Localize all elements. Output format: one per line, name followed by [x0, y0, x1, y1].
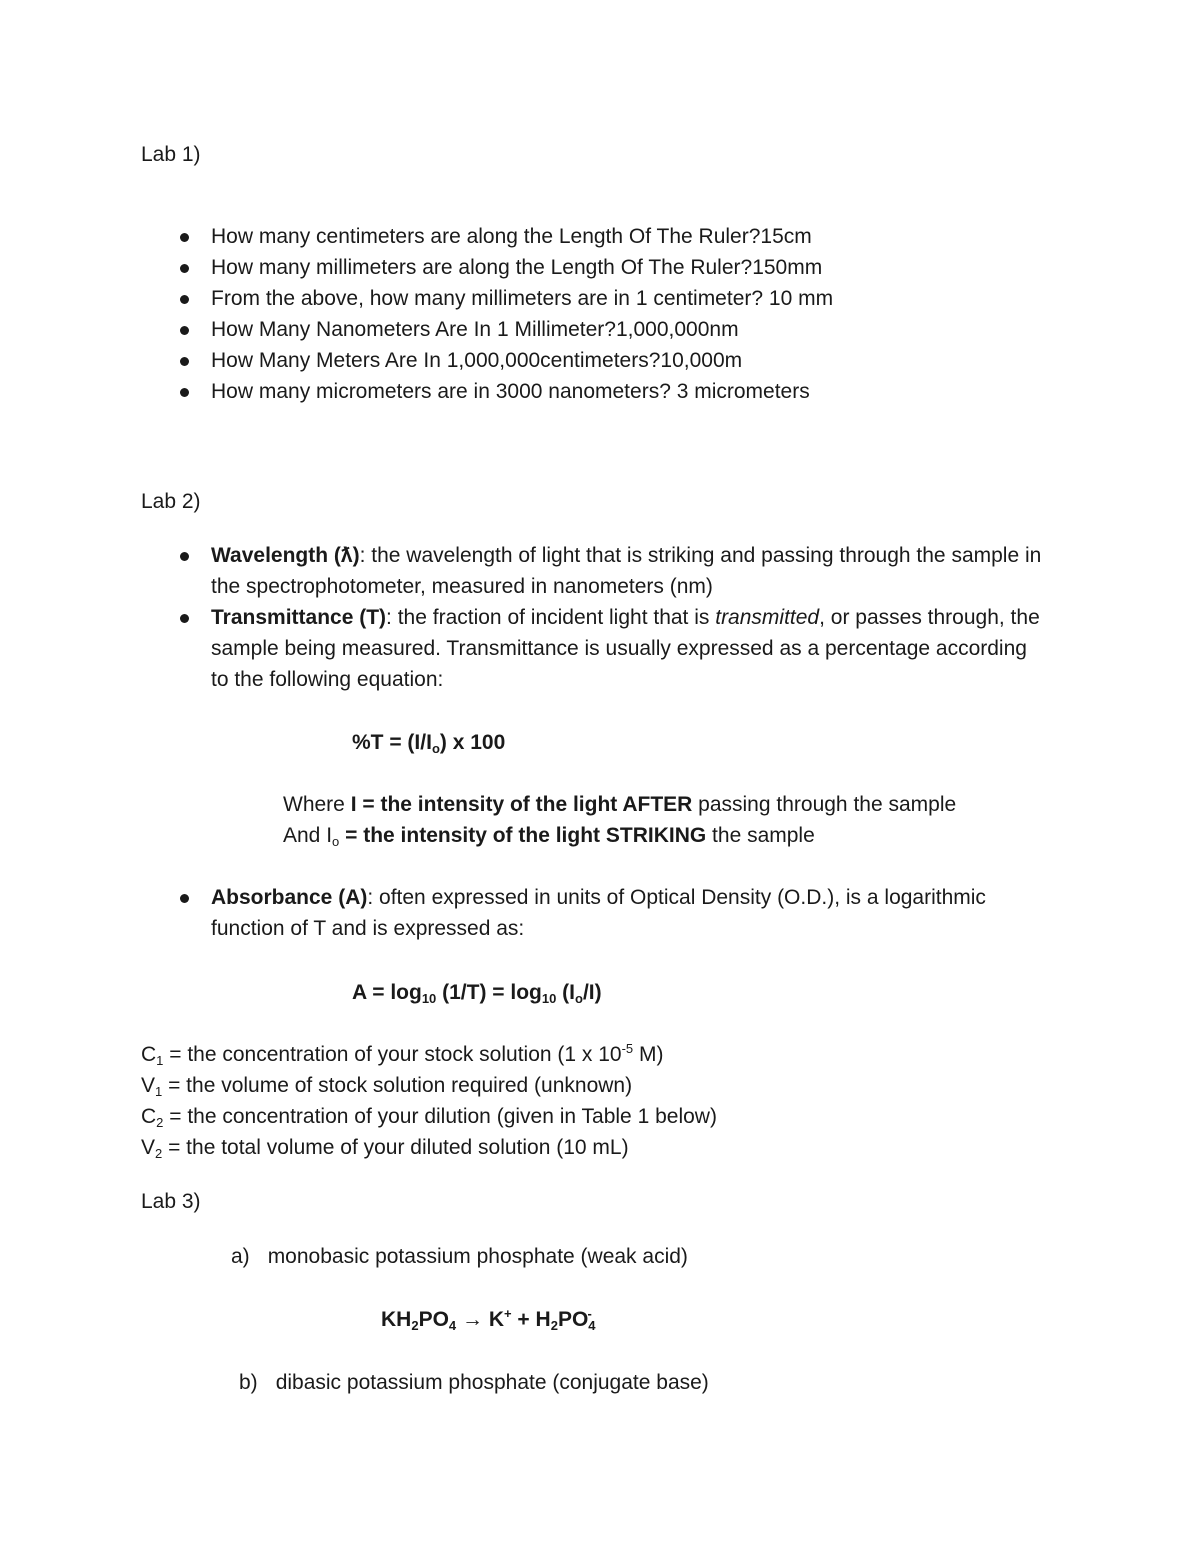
lab2-definitions-list [180, 540, 1050, 695]
bullet-icon [180, 295, 189, 304]
list-item: How many micrometers are in 3000 nanometers? 3 micrometers [180, 376, 833, 407]
bullet-icon [180, 233, 189, 242]
transmittance-term: Transmittance (T) [211, 606, 387, 629]
v2-definition: $V_2$ = the total volume of your diluted solution (10 mL) [141, 1136, 629, 1161]
bullet-icon [180, 326, 189, 335]
absorbance-equation: $A = \log_{10} (1/T) = \log_{10} (I_o/I)$ [352, 981, 602, 1006]
bullet-icon [180, 614, 189, 623]
lab1-heading: Lab 1) [141, 143, 201, 166]
wavelength-definition: Wavelength (ƛ): the wavelength of light that is striking and passing through the sample in the spectrophotometer, measured in nanometers (nm) [180, 540, 1050, 602]
item-marker: b) [239, 1371, 258, 1394]
where-line: Where I = the intensity of the light AFTER passing through the sample [283, 793, 957, 816]
absorbance-list [180, 882, 1050, 944]
c2-definition: $C_2$ = the concentration of your dilution (given in Table 1 below) [141, 1105, 717, 1130]
bullet-icon [180, 357, 189, 366]
lab3-heading: Lab 3) [141, 1190, 201, 1213]
dissociation-equation: $KH_2PO_4 \to K^+ + H_2PO_4^-$ [381, 1306, 596, 1333]
bullet-icon [180, 552, 189, 561]
wavelength-term: Wavelength (ƛ) [211, 544, 360, 567]
bullet-icon [180, 894, 189, 903]
lab2-heading: Lab 2) [141, 490, 201, 513]
absorbance-term: Absorbance (A) [211, 886, 368, 909]
and-line: And $I_o$ = the intensity of the light STRIKING the sample [283, 824, 815, 849]
list-item: From the above, how many millimeters are in 1 centimeter? 10 mm [180, 283, 833, 314]
list-item: How Many Nanometers Are In 1 Millimeter?1,000,000nm [180, 314, 833, 345]
item-marker: a) [231, 1245, 250, 1268]
c1-definition: $C_1$ = the concentration of your stock solution (1 x $10^{-5}$ M) [141, 1041, 664, 1068]
lab3-item-b: b) dibasic potassium phosphate (conjugate base) [239, 1371, 709, 1394]
list-item: How Many Meters Are In 1,000,000centimeters?10,000m [180, 345, 833, 376]
transmittance-definition: Transmittance (T): the fraction of incident light that is transmitted, or passes through, the sample being measured. Transmittance is usually expressed as a percentage according to the following equation: [180, 602, 1050, 695]
transmittance-equation: $\%T = (I/I_o)$ x 100 [352, 731, 506, 756]
absorbance-definition: Absorbance (A): often expressed in units of Optical Density (O.D.), is a logarithmic function of T and is expressed as: [180, 882, 1050, 944]
lab3-item-a: a) monobasic potassium phosphate (weak acid) [231, 1245, 688, 1268]
list-item: How many centimeters are along the Length Of The Ruler?15cm [180, 221, 833, 252]
list-item: How many millimeters are along the Length Of The Ruler?150mm [180, 252, 833, 283]
bullet-icon [180, 388, 189, 397]
v1-definition: $V_1$ = the volume of stock solution required (unknown) [141, 1074, 633, 1099]
bullet-icon [180, 264, 189, 273]
lab1-question-list [180, 221, 833, 407]
